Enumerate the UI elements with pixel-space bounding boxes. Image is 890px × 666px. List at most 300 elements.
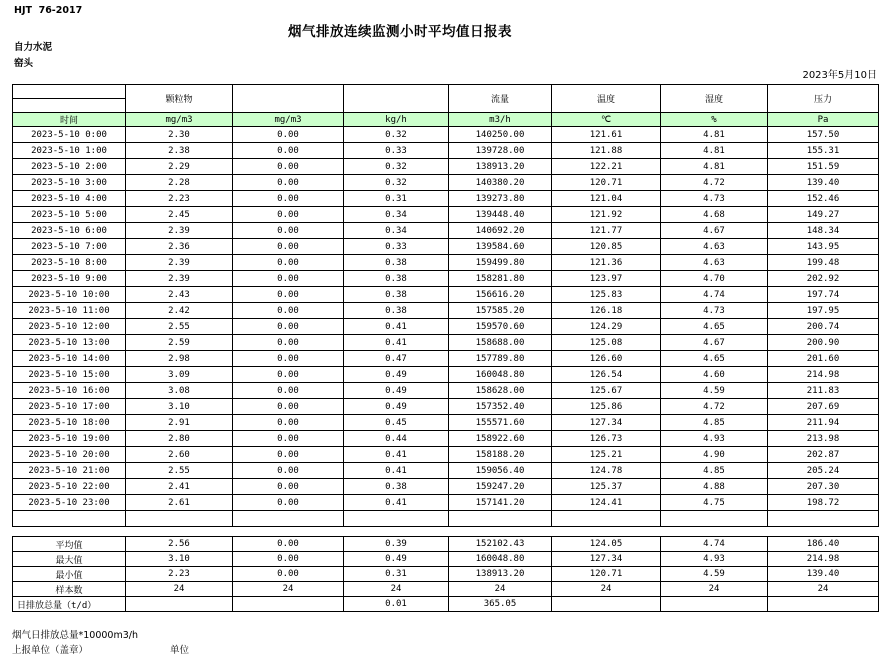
cell: 139448.40	[449, 207, 552, 223]
cell: 0.00	[233, 191, 344, 207]
footer-unit-label: 单位	[170, 645, 190, 656]
summary-row	[13, 537, 879, 552]
cell: 4.81	[661, 143, 768, 159]
cell: 2023-5-10 0:00	[13, 127, 126, 143]
cell: 121.04	[552, 191, 661, 207]
cell: 0.33	[344, 143, 449, 159]
cell: 138913.20	[449, 159, 552, 175]
cell: 152.46	[768, 191, 879, 207]
cell: 4.65	[661, 351, 768, 367]
cell: 0.31	[344, 567, 449, 582]
cell: 0.34	[344, 223, 449, 239]
group-header-row	[13, 85, 879, 99]
cell: 3.08	[126, 383, 233, 399]
cell: 3.10	[126, 552, 233, 567]
cell: 最大值	[13, 552, 126, 567]
unit-pa: Pa	[768, 113, 879, 127]
cell: 126.60	[552, 351, 661, 367]
cell: 0.34	[344, 207, 449, 223]
cell: 159056.40	[449, 463, 552, 479]
cell: 207.69	[768, 399, 879, 415]
unit-mgm3-1: mg/m3	[126, 113, 233, 127]
table-row	[13, 383, 879, 399]
cell: 125.83	[552, 287, 661, 303]
cell: 4.85	[661, 415, 768, 431]
cell: 2023-5-10 3:00	[13, 175, 126, 191]
cell: 160048.80	[449, 367, 552, 383]
cell: 2.39	[126, 255, 233, 271]
cell: 120.71	[552, 567, 661, 582]
cell: 0.00	[233, 383, 344, 399]
cell: 2.45	[126, 207, 233, 223]
cell: 157141.20	[449, 495, 552, 511]
cell: 124.78	[552, 463, 661, 479]
cell: 4.74	[661, 287, 768, 303]
table-row	[13, 287, 879, 303]
cell: 186.40	[768, 537, 879, 552]
cell: 2.59	[126, 335, 233, 351]
cell: 4.75	[661, 495, 768, 511]
cell: 2023-5-10 21:00	[13, 463, 126, 479]
cell	[552, 597, 661, 612]
cell: 2.56	[126, 537, 233, 552]
unit-m3h: m3/h	[449, 113, 552, 127]
cell: 157789.80	[449, 351, 552, 367]
cell: 2023-5-10 10:00	[13, 287, 126, 303]
cell: 2023-5-10 9:00	[13, 271, 126, 287]
company-name: 自力水泥	[14, 42, 53, 53]
table-row	[13, 415, 879, 431]
cell: 159247.20	[449, 479, 552, 495]
data-rows	[13, 127, 879, 527]
cell: 125.08	[552, 335, 661, 351]
cell: 155571.60	[449, 415, 552, 431]
cell: 199.48	[768, 255, 879, 271]
cell: 0.00	[233, 447, 344, 463]
col-header-blank-1	[233, 85, 344, 113]
cell: 143.95	[768, 239, 879, 255]
cell-time-split-bottom	[13, 99, 126, 113]
cell: 0.00	[233, 479, 344, 495]
cell: 151.59	[768, 159, 879, 175]
cell: 126.73	[552, 431, 661, 447]
cell: 最小值	[13, 567, 126, 582]
cell	[661, 597, 768, 612]
cell: 2023-5-10 4:00	[13, 191, 126, 207]
cell: 158188.20	[449, 447, 552, 463]
cell: 124.41	[552, 495, 661, 511]
unit-header-row	[13, 113, 879, 127]
cell: 124.05	[552, 537, 661, 552]
cell: 0.00	[233, 271, 344, 287]
cell: 2023-5-10 13:00	[13, 335, 126, 351]
cell: 202.87	[768, 447, 879, 463]
cell: 2023-5-10 1:00	[13, 143, 126, 159]
cell: 121.92	[552, 207, 661, 223]
table-row	[13, 255, 879, 271]
standard-code: HJT 76-2017	[14, 5, 83, 16]
cell: 样本数	[13, 582, 126, 597]
cell: 0.00	[233, 223, 344, 239]
cell: 125.67	[552, 383, 661, 399]
cell: 0.00	[233, 127, 344, 143]
cell: 0.00	[233, 552, 344, 567]
cell: 211.94	[768, 415, 879, 431]
cell	[344, 511, 449, 527]
cell: 0.38	[344, 479, 449, 495]
cell: 0.00	[233, 367, 344, 383]
col-header-particulate: 颗粒物	[126, 85, 233, 113]
cell: 0.00	[233, 207, 344, 223]
cell: 2023-5-10 8:00	[13, 255, 126, 271]
cell: 4.60	[661, 367, 768, 383]
table-row	[13, 127, 879, 143]
cell: 2.28	[126, 175, 233, 191]
summary-row	[13, 567, 879, 582]
cell: 3.10	[126, 399, 233, 415]
cell: 0.00	[233, 255, 344, 271]
cell: 0.49	[344, 552, 449, 567]
table-row	[13, 319, 879, 335]
cell: 4.81	[661, 127, 768, 143]
cell: 4.63	[661, 255, 768, 271]
footer-note: 烟气日排放总量*10000m3/h	[12, 630, 138, 641]
cell: 4.88	[661, 479, 768, 495]
cell: 160048.80	[449, 552, 552, 567]
cell: 140250.00	[449, 127, 552, 143]
cell: 198.72	[768, 495, 879, 511]
cell: 0.38	[344, 303, 449, 319]
cell: 139584.60	[449, 239, 552, 255]
cell: 157352.40	[449, 399, 552, 415]
cell: 125.37	[552, 479, 661, 495]
cell	[13, 511, 126, 527]
table-row	[13, 335, 879, 351]
cell: 0.00	[233, 415, 344, 431]
cell: 0.00	[233, 143, 344, 159]
cell: 149.27	[768, 207, 879, 223]
cell: 126.54	[552, 367, 661, 383]
cell: 4.63	[661, 239, 768, 255]
cell: 139728.00	[449, 143, 552, 159]
cell: 2.80	[126, 431, 233, 447]
unit-kgh: kg/h	[344, 113, 449, 127]
cell	[661, 511, 768, 527]
cell: 200.74	[768, 319, 879, 335]
cell: 24	[233, 582, 344, 597]
cell: 24	[126, 582, 233, 597]
cell: 207.30	[768, 479, 879, 495]
cell: 4.81	[661, 159, 768, 175]
cell	[768, 511, 879, 527]
cell: 0.00	[233, 287, 344, 303]
cell: 0.00	[233, 175, 344, 191]
cell: 0.41	[344, 335, 449, 351]
cell: 365.05	[449, 597, 552, 612]
cell: 2.39	[126, 271, 233, 287]
cell: 0.38	[344, 255, 449, 271]
cell: 122.21	[552, 159, 661, 175]
unit-celsius: ℃	[552, 113, 661, 127]
unit-time: 时间	[13, 113, 126, 127]
summary-row	[13, 552, 879, 567]
col-header-flow: 流量	[449, 85, 552, 113]
empty-row	[13, 511, 879, 527]
cell: 156616.20	[449, 287, 552, 303]
cell: 158688.00	[449, 335, 552, 351]
cell: 4.73	[661, 191, 768, 207]
cell: 213.98	[768, 431, 879, 447]
cell: 2023-5-10 11:00	[13, 303, 126, 319]
cell: 0.49	[344, 383, 449, 399]
cell: 0.00	[233, 463, 344, 479]
cell: 0.01	[344, 597, 449, 612]
table-row	[13, 399, 879, 415]
cell: 4.65	[661, 319, 768, 335]
cell: 139.40	[768, 175, 879, 191]
table-row	[13, 303, 879, 319]
cell: 2.36	[126, 239, 233, 255]
cell: 4.68	[661, 207, 768, 223]
cell: 214.98	[768, 367, 879, 383]
cell: 0.41	[344, 463, 449, 479]
cell: 4.74	[661, 537, 768, 552]
cell: 159499.80	[449, 255, 552, 271]
cell: 124.29	[552, 319, 661, 335]
cell: 200.90	[768, 335, 879, 351]
cell: 24	[768, 582, 879, 597]
cell: 0.38	[344, 271, 449, 287]
cell: 0.41	[344, 319, 449, 335]
cell	[233, 597, 344, 612]
cell: 2023-5-10 12:00	[13, 319, 126, 335]
cell: 157.50	[768, 127, 879, 143]
cell: 0.32	[344, 159, 449, 175]
cell: 2023-5-10 2:00	[13, 159, 126, 175]
cell: 0.00	[233, 537, 344, 552]
cell: 2023-5-10 15:00	[13, 367, 126, 383]
cell: 158628.00	[449, 383, 552, 399]
summary-rows	[13, 537, 879, 612]
cell: 2023-5-10 16:00	[13, 383, 126, 399]
cell	[233, 511, 344, 527]
cell: 4.73	[661, 303, 768, 319]
page-title: 烟气排放连续监测小时平均值日报表	[288, 24, 512, 40]
cell: 197.74	[768, 287, 879, 303]
cell: 121.88	[552, 143, 661, 159]
cell: 4.67	[661, 223, 768, 239]
cell: 125.86	[552, 399, 661, 415]
cell: 158922.60	[449, 431, 552, 447]
cell: 126.18	[552, 303, 661, 319]
cell: 201.60	[768, 351, 879, 367]
table-row	[13, 431, 879, 447]
cell: 2023-5-10 5:00	[13, 207, 126, 223]
cell: 0.41	[344, 495, 449, 511]
cell: 0.32	[344, 175, 449, 191]
table-row	[13, 223, 879, 239]
cell: 0.45	[344, 415, 449, 431]
cell: 2.60	[126, 447, 233, 463]
cell: 2023-5-10 20:00	[13, 447, 126, 463]
cell: 4.70	[661, 271, 768, 287]
cell	[449, 511, 552, 527]
table-row	[13, 479, 879, 495]
cell: 2023-5-10 19:00	[13, 431, 126, 447]
cell: 2.23	[126, 567, 233, 582]
table-row	[13, 159, 879, 175]
cell: 214.98	[768, 552, 879, 567]
cell: 2.91	[126, 415, 233, 431]
col-header-blank-2	[344, 85, 449, 113]
footer-report-unit: 上报单位（盖章）	[12, 645, 89, 656]
cell: 4.59	[661, 567, 768, 582]
cell: 0.00	[233, 495, 344, 511]
cell: 4.72	[661, 399, 768, 415]
cell: 2.29	[126, 159, 233, 175]
cell: 0.00	[233, 567, 344, 582]
cell: 24	[552, 582, 661, 597]
cell: 0.00	[233, 335, 344, 351]
summary-row	[13, 597, 879, 612]
cell: 4.67	[661, 335, 768, 351]
table-row	[13, 239, 879, 255]
cell: 0.00	[233, 319, 344, 335]
cell: 2023-5-10 23:00	[13, 495, 126, 511]
cell: 24	[449, 582, 552, 597]
cell: 4.93	[661, 431, 768, 447]
table-row	[13, 271, 879, 287]
cell: 121.61	[552, 127, 661, 143]
cell: 2023-5-10 18:00	[13, 415, 126, 431]
table-row	[13, 175, 879, 191]
cell: 0.38	[344, 287, 449, 303]
cell: 138913.20	[449, 567, 552, 582]
cell: 0.49	[344, 367, 449, 383]
cell: 0.00	[233, 159, 344, 175]
unit-percent: %	[661, 113, 768, 127]
report-table	[12, 84, 879, 527]
col-header-pressure: 压力	[768, 85, 879, 113]
cell: 127.34	[552, 415, 661, 431]
cell: 139.40	[768, 567, 879, 582]
cell: 120.85	[552, 239, 661, 255]
table-row	[13, 191, 879, 207]
table-row	[13, 463, 879, 479]
cell: 2.98	[126, 351, 233, 367]
cell: 2.30	[126, 127, 233, 143]
report-date: 2023年5月10日	[802, 70, 877, 81]
cell-time-split-top	[13, 85, 126, 99]
cell: 2023-5-10 22:00	[13, 479, 126, 495]
cell: 24	[661, 582, 768, 597]
cell: 4.59	[661, 383, 768, 399]
cell: 2.41	[126, 479, 233, 495]
cell: 139273.80	[449, 191, 552, 207]
cell: 158281.80	[449, 271, 552, 287]
cell: 2.42	[126, 303, 233, 319]
col-header-humidity: 湿度	[661, 85, 768, 113]
cell: 2023-5-10 7:00	[13, 239, 126, 255]
cell: 2023-5-10 6:00	[13, 223, 126, 239]
cell: 0.32	[344, 127, 449, 143]
cell: 140692.20	[449, 223, 552, 239]
cell: 159570.60	[449, 319, 552, 335]
cell: 2.43	[126, 287, 233, 303]
table-row	[13, 367, 879, 383]
cell: 0.44	[344, 431, 449, 447]
cell: 2.55	[126, 319, 233, 335]
summary-row	[13, 582, 879, 597]
cell: 4.93	[661, 552, 768, 567]
cell: 125.21	[552, 447, 661, 463]
cell: 2.55	[126, 463, 233, 479]
table-row	[13, 207, 879, 223]
cell: 211.83	[768, 383, 879, 399]
cell: 平均值	[13, 537, 126, 552]
cell: 205.24	[768, 463, 879, 479]
cell: 140380.20	[449, 175, 552, 191]
cell: 157585.20	[449, 303, 552, 319]
cell	[126, 511, 233, 527]
cell: 0.39	[344, 537, 449, 552]
cell: 0.33	[344, 239, 449, 255]
cell	[552, 511, 661, 527]
table-row	[13, 495, 879, 511]
cell: 0.00	[233, 399, 344, 415]
cell: 2.38	[126, 143, 233, 159]
cell: 4.90	[661, 447, 768, 463]
cell: 148.34	[768, 223, 879, 239]
summary-table	[12, 536, 879, 612]
cell: 0.00	[233, 351, 344, 367]
cell: 2023-5-10 17:00	[13, 399, 126, 415]
cell: 0.00	[233, 239, 344, 255]
cell	[768, 597, 879, 612]
cell: 2.61	[126, 495, 233, 511]
cell: 121.36	[552, 255, 661, 271]
cell: 0.49	[344, 399, 449, 415]
cell: 120.71	[552, 175, 661, 191]
unit-mgm3-2: mg/m3	[233, 113, 344, 127]
cell: 121.77	[552, 223, 661, 239]
cell: 24	[344, 582, 449, 597]
cell: 2.39	[126, 223, 233, 239]
cell: 123.97	[552, 271, 661, 287]
cell: 2023-5-10 14:00	[13, 351, 126, 367]
cell	[126, 597, 233, 612]
cell: 0.47	[344, 351, 449, 367]
cell: 4.85	[661, 463, 768, 479]
cell: 0.00	[233, 303, 344, 319]
cell: 152102.43	[449, 537, 552, 552]
cell: 127.34	[552, 552, 661, 567]
cell: 2.23	[126, 191, 233, 207]
table-row	[13, 447, 879, 463]
col-header-temperature: 温度	[552, 85, 661, 113]
cell: 197.95	[768, 303, 879, 319]
cell: 0.31	[344, 191, 449, 207]
cell: 202.92	[768, 271, 879, 287]
cell: 0.00	[233, 431, 344, 447]
table-row	[13, 143, 879, 159]
cell: 155.31	[768, 143, 879, 159]
cell: 日排放总量（t/d）	[13, 597, 126, 612]
station-name: 窑头	[14, 58, 34, 69]
cell: 4.72	[661, 175, 768, 191]
cell: 3.09	[126, 367, 233, 383]
table-row	[13, 351, 879, 367]
